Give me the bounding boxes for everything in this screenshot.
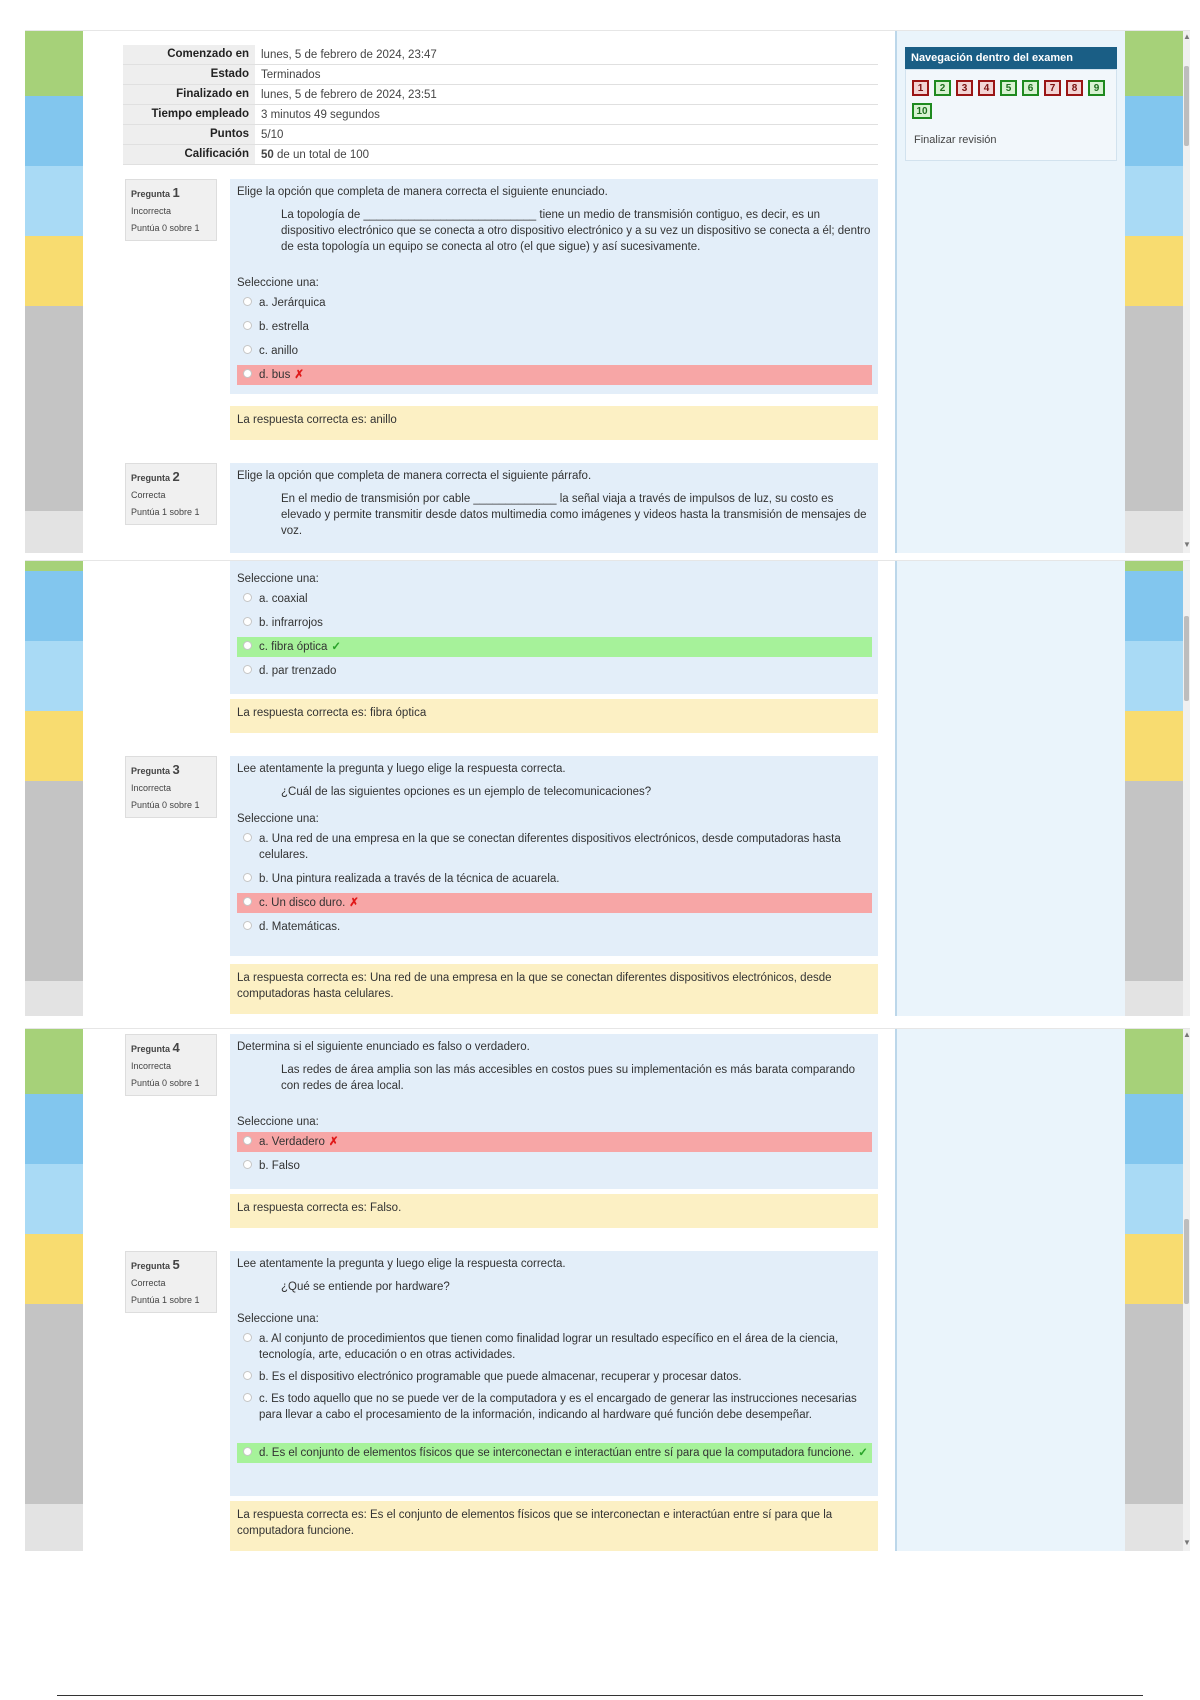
summary-value: lunes, 5 de febrero de 2024, 23:51 [261,88,437,101]
quiz-navigation-box [905,69,1117,161]
question-info [125,179,217,241]
select-label: Seleccione una: [237,277,319,289]
question-state: Incorrecta [131,1061,172,1071]
right-panel-background [895,561,1125,1016]
summary-row [123,45,878,65]
screenshot-panel-3 [25,1028,1190,1551]
summary-row [123,85,878,105]
option-text: c. fibra óptica [259,641,328,653]
question-score: Puntúa 1 sobre 1 [131,507,200,517]
radio-button[interactable] [243,897,252,906]
scroll-down-arrow[interactable]: ▼ [1183,1538,1191,1547]
summary-value: Terminados [261,68,321,81]
correct-answer-feedback: La respuesta correcta es: anillo [230,406,878,440]
question-label: Pregunta [131,766,171,776]
answer-option[interactable] [237,829,872,865]
radio-button[interactable] [243,369,252,378]
summary-label: Tiempo empleado [123,105,255,124]
answer-option[interactable] [237,317,872,337]
nav-question-button[interactable]: 1 [912,80,929,96]
option-text: a. Al conjunto de procedimientos que tienen como finalidad lograr un resultado específico en el área de la ciencia, tecnología, arte, educación o en otras actividades. [259,1333,839,1361]
radio-button[interactable] [243,641,252,650]
question-number [131,468,211,487]
screenshot-panel-2 [25,560,1190,1016]
summary-label: Finalizado en [123,85,255,104]
select-label: Seleccione una: [237,1313,319,1325]
select-label: Seleccione una: [237,573,319,585]
question-label: Pregunta [131,1261,171,1271]
summary-row [123,145,878,165]
radio-button[interactable] [243,833,252,842]
select-label: Seleccione una: [237,1116,319,1128]
right-color-bar [1125,1029,1183,1551]
incorrect-icon: ✗ [294,369,304,381]
summary-row [123,105,878,125]
scrollbar[interactable] [1183,561,1190,1016]
grade-rest: de un total de 100 [277,148,370,161]
question-label: Pregunta [131,189,171,199]
question-text: En el medio de transmisión por cable _____________ la señal viaja a través de impulsos de luz, su costo es elevado y permite transmitir desde datos multimedia como imágenes y videos hasta la transmisión de mensajes de voz. [281,493,867,537]
question-num: 3 [172,762,180,777]
option-text: c. anillo [259,345,298,357]
grade-bold: 50 [261,148,274,161]
radio-button[interactable] [243,665,252,674]
radio-button[interactable] [243,1447,252,1456]
question-state: Incorrecta [131,783,172,793]
radio-button[interactable] [243,1160,252,1169]
option-text: c. Es todo aquello que no se puede ver de la computadora y es el encargado de generar las instrucciones necesarias para llevar a cabo el procesamiento de la información, indicando al hardware qué función debe desempeñar. [259,1393,857,1421]
scroll-up-arrow[interactable]: ▲ [1183,32,1191,41]
main-content [87,31,892,553]
option-text: d. Es el conjunto de elementos físicos que se interconectan e interactúan entre sí para que la computadora funcione. [259,1447,855,1459]
question-score: Puntúa 1 sobre 1 [131,1295,200,1305]
scroll-down-arrow[interactable]: ▼ [1183,540,1191,549]
attempt-summary [123,45,878,165]
summary-label: Comenzado en [123,45,255,64]
radio-button[interactable] [243,617,252,626]
option-text: d. Matemáticas. [259,921,341,933]
correct-check-icon: ✓ [858,1447,868,1459]
option-text: b. estrella [259,321,309,333]
option-text: b. Falso [259,1160,300,1172]
radio-button[interactable] [243,1393,252,1402]
radio-button[interactable] [243,321,252,330]
summary-label: Calificación [123,145,255,164]
question-score: Puntúa 0 sobre 1 [131,1078,200,1088]
correct-answer-feedback: La respuesta correcta es: fibra óptica [230,699,878,733]
page-bottom-rule [57,1695,1143,1696]
question-info [125,1034,217,1096]
nav-question-button[interactable]: 2 [934,80,951,96]
answer-option-selected-correct[interactable] [237,1443,872,1463]
question-num: 1 [172,185,180,200]
question-instruction: Elige la opción que completa de manera correcta el siguiente enunciado. [237,186,608,198]
radio-button[interactable] [243,1333,252,1342]
answer-option[interactable] [237,917,872,937]
right-color-bar [1125,31,1183,553]
right-panel-background [895,1029,1125,1551]
answer-option-selected-incorrect[interactable] [237,893,872,913]
question-info [125,756,217,818]
option-text: a. Verdadero [259,1136,325,1148]
question-box [230,179,878,394]
question-text: ¿Cuál de las siguientes opciones es un ejemplo de telecomunicaciones? [281,786,652,798]
question-text: ¿Qué se entiende por hardware? [281,1281,450,1293]
answer-option[interactable] [237,1367,872,1387]
option-text: b. Es el dispositivo electrónico programable que puede almacenar, recuperar y procesar datos. [259,1371,742,1383]
question-num: 4 [172,1040,180,1055]
grade-value [255,149,369,161]
question-box [230,561,878,694]
question-number [131,761,211,780]
question-number [131,1256,211,1275]
summary-label: Estado [123,65,255,84]
nav-question-button[interactable]: 7 [1044,80,1061,96]
summary-row [123,125,878,145]
scrollbar[interactable] [1183,31,1190,553]
option-text: a. Jerárquica [259,297,326,309]
question-instruction: Lee atentamente la pregunta y luego elige la respuesta correcta. [237,763,566,775]
question-box [230,1034,878,1189]
question-text: La topología de ___________________________ tiene un medio de transmisión contiguo, es decir, es un dispositivo electrónico que se conecta a otro dispositivo electrónico y a su vez un dispositivo se conecta a él; dentro de esta topología un equipo se conecta al otro (el que sigue) y así sucesivamente. [281,209,871,253]
correct-answer-feedback: La respuesta correcta es: Es el conjunto de elementos físicos que se interconectan e interactúan entre sí para que la computadora funcione. [230,1501,878,1551]
question-box [230,1251,878,1496]
nav-question-button[interactable]: 9 [1088,80,1105,96]
finish-review-link[interactable]: Finalizar revisión [914,134,997,146]
option-text: d. par trenzado [259,665,337,677]
summary-row [123,65,878,85]
option-text: a. coaxial [259,593,308,605]
scrollbar-thumb[interactable] [1184,616,1189,701]
left-color-bar [25,31,83,553]
scrollbar-thumb[interactable] [1184,66,1189,146]
radio-button[interactable] [243,593,252,602]
radio-button[interactable] [243,921,252,930]
nav-question-button[interactable]: 8 [1066,80,1083,96]
summary-value: lunes, 5 de febrero de 2024, 23:47 [261,48,437,61]
option-text: d. bus [259,369,291,381]
answer-option[interactable] [237,613,872,633]
answer-option[interactable] [237,1156,872,1176]
summary-value: 3 minutos 49 segundos [261,108,380,121]
question-num: 2 [172,469,180,484]
option-text: a. Una red de una empresa en la que se conectan diferentes dispositivos electrónicos, desde computadoras hasta celulares. [259,833,841,861]
question-instruction: Determina si el siguiente enunciado es falso o verdadero. [237,1041,530,1053]
correct-answer-feedback: La respuesta correcta es: Falso. [230,1194,878,1228]
nav-question-button[interactable]: 10 [912,103,932,119]
radio-button[interactable] [243,345,252,354]
question-score: Puntúa 0 sobre 1 [131,800,200,810]
question-number [131,184,211,203]
left-color-bar [25,1029,83,1551]
incorrect-icon: ✗ [349,897,359,909]
scrollbar[interactable] [1183,1029,1190,1551]
question-box [230,463,878,553]
question-state: Incorrecta [131,206,172,216]
main-content [87,561,892,1016]
answer-option-selected-incorrect[interactable] [237,1132,872,1152]
quiz-navigation-title: Navegación dentro del examen [905,47,1117,69]
question-label: Pregunta [131,1044,171,1054]
radio-button[interactable] [243,297,252,306]
correct-answer-feedback: La respuesta correcta es: Una red de una empresa en la que se conectan diferentes dispositivos electrónicos, desde computadoras hasta celulares. [230,964,878,1014]
main-content [87,1029,892,1551]
answer-option[interactable] [237,869,872,889]
question-label: Pregunta [131,473,171,483]
nav-question-button[interactable]: 4 [978,80,995,96]
nav-question-button[interactable]: 3 [956,80,973,96]
option-text: b. Una pintura realizada a través de la técnica de acuarela. [259,873,560,885]
summary-label: Puntos [123,125,255,144]
answer-option[interactable] [237,341,872,361]
question-info [125,463,217,525]
answer-option[interactable] [237,1329,872,1365]
left-color-bar [25,561,83,1016]
question-instruction: Lee atentamente la pregunta y luego elige la respuesta correcta. [237,1258,566,1270]
answer-option-selected-incorrect[interactable] [237,365,872,385]
question-text: Las redes de área amplia son las más accesibles en costos pues su implementación es más barata comparando con redes de área local. [281,1064,856,1092]
right-color-bar [1125,561,1183,1016]
question-number [131,1039,211,1058]
question-num: 5 [172,1257,180,1272]
nav-question-button[interactable]: 6 [1022,80,1039,96]
option-text: b. infrarrojos [259,617,323,629]
question-state: Correcta [131,1278,166,1288]
question-info [125,1251,217,1313]
option-text: c. Un disco duro. [259,897,346,909]
scrollbar-thumb[interactable] [1184,1219,1189,1304]
question-state: Correcta [131,490,166,500]
question-score: Puntúa 0 sobre 1 [131,223,200,233]
scroll-up-arrow[interactable]: ▲ [1183,1030,1191,1039]
screenshot-panel-1 [25,30,1190,553]
answer-option[interactable] [237,661,872,681]
nav-question-button[interactable]: 5 [1000,80,1017,96]
answer-option[interactable] [237,1389,872,1425]
answer-option-selected-correct[interactable] [237,637,872,657]
quiz-navigation-panel [895,31,1125,553]
correct-check-icon: ✓ [331,641,342,653]
answer-option[interactable] [237,589,872,609]
summary-value: 5/10 [261,128,284,141]
answer-option[interactable] [237,293,872,313]
question-box [230,756,878,956]
select-label: Seleccione una: [237,813,319,825]
question-instruction: Elige la opción que completa de manera correcta el siguiente párrafo. [237,470,592,482]
radio-button[interactable] [243,1371,252,1380]
radio-button[interactable] [243,873,252,882]
incorrect-icon: ✗ [328,1136,339,1148]
radio-button[interactable] [243,1136,252,1145]
